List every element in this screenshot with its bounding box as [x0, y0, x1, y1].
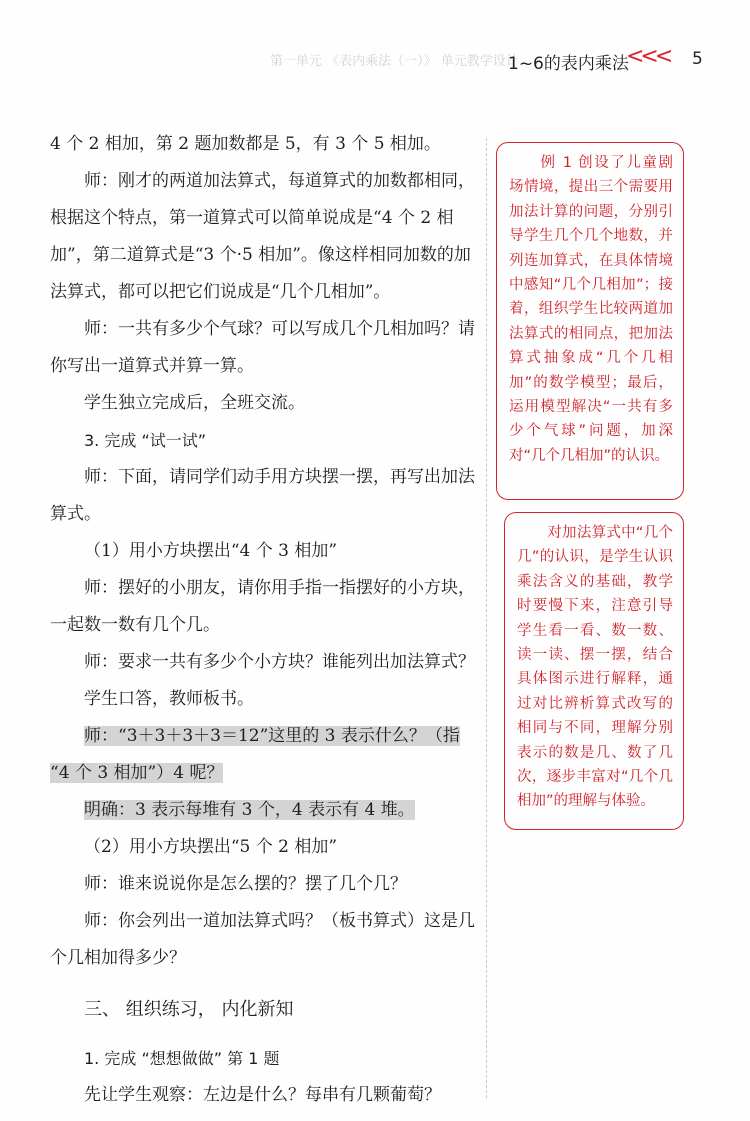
paragraph: 师：刚才的两道加法算式，每道算式的加数都相同，根据这个特点，第一道算式可以简单说成是“4 个 2 相加”，第二道算式是“3 个·5 相加”。像这样相同加数的加法算式，都可以把它们说成是“几个几相加”。: [50, 171, 475, 302]
section-heading: 三、 组织练习， 内化新知: [84, 999, 294, 1020]
subheading: 3. 完成 “试一试”: [84, 431, 207, 450]
highlight-span: 明确：3 表示每堆有 3 个，4 表示有 4 堆。: [84, 800, 415, 820]
chevron-left-icon: <<<: [626, 44, 670, 69]
page-header: [0, 40, 750, 80]
main-text: [50, 126, 475, 1114]
highlight-span: “4 个 3 相加”）4 呢？: [50, 763, 224, 783]
paragraph: 师：你会列出一道加法算式吗？（板书算式）这是几个几相加得多少？: [50, 911, 475, 968]
paragraph: 先让学生观察：左边是什么？每串有几颗葡萄？: [84, 1085, 441, 1105]
paragraph: 师：摆好的小朋友，请你用手指一指摆好的小方块，一起数一数有几个几。: [50, 578, 475, 635]
paragraph: （2）用小方块摆出“5 个 2 相加”: [84, 837, 338, 857]
paragraph: 师：谁来说说你是怎么摆的？摆了几个几？: [84, 874, 407, 894]
paragraph: 师：下面，请同学们动手用方块摆一摆，再写出加法算式。: [50, 467, 475, 524]
highlighted-paragraph: [50, 755, 475, 792]
paragraph: 师：一共有多少个气球？可以写成几个几相加吗？请你写出一道算式并算一算。: [50, 319, 475, 376]
margin-note: [496, 142, 684, 500]
note-text: 对加法算式中“几个几”的认识，是学生认识乘法含义的基础，教学时要慢下来，注意引导学生看一看、数一数、读一读、摆一摆，结合具体图示进行解释，通过对比辨析算式改写的相同与不同，理解分别表示的数是几、数了几次，逐步丰富对“几个几相加”的理解与体验。: [517, 525, 673, 810]
bleed-through-text: 第一单元 《表内乘法（一）》 单元教学设计: [270, 54, 519, 69]
paragraph: （1）用小方块摆出“4 个 3 相加”: [84, 541, 338, 561]
margin-note: [504, 512, 684, 830]
paragraph: 学生独立完成后，全班交流。: [84, 393, 305, 413]
note-text: 例 1 创设了儿童剧场情境，提出三个需要用加法计算的问题，分别引导学生几个几个地数，并列连加算式，在具体情境中感知“几个几相加”；接着，组织学生比较两道加法算式的相同点，把加法算式抽象成“几个几相加”的数学模型；最后，运用模型解决“一共有多少个气球”问题，加深对“几个几相加”的认识。: [509, 155, 673, 464]
column-divider: [486, 138, 487, 1098]
paragraph: 学生口答，教师板书。: [84, 689, 254, 709]
chapter-title: 1~6的表内乘法: [508, 54, 629, 74]
paragraph: 师：要求一共有多少个小方块？谁能列出加法算式？: [84, 652, 475, 672]
highlighted-paragraph: [50, 792, 475, 829]
highlighted-paragraph: [50, 718, 475, 755]
page-number: 5: [692, 49, 703, 69]
highlight-span: 师：“3＋3＋3＋3＝12”这里的 3 表示什么？（指: [84, 726, 460, 746]
subheading: 1. 完成 “想想做做” 第 1 题: [84, 1049, 280, 1068]
paragraph: 4 个 2 相加，第 2 题加数都是 5，有 3 个 5 相加。: [50, 134, 441, 154]
